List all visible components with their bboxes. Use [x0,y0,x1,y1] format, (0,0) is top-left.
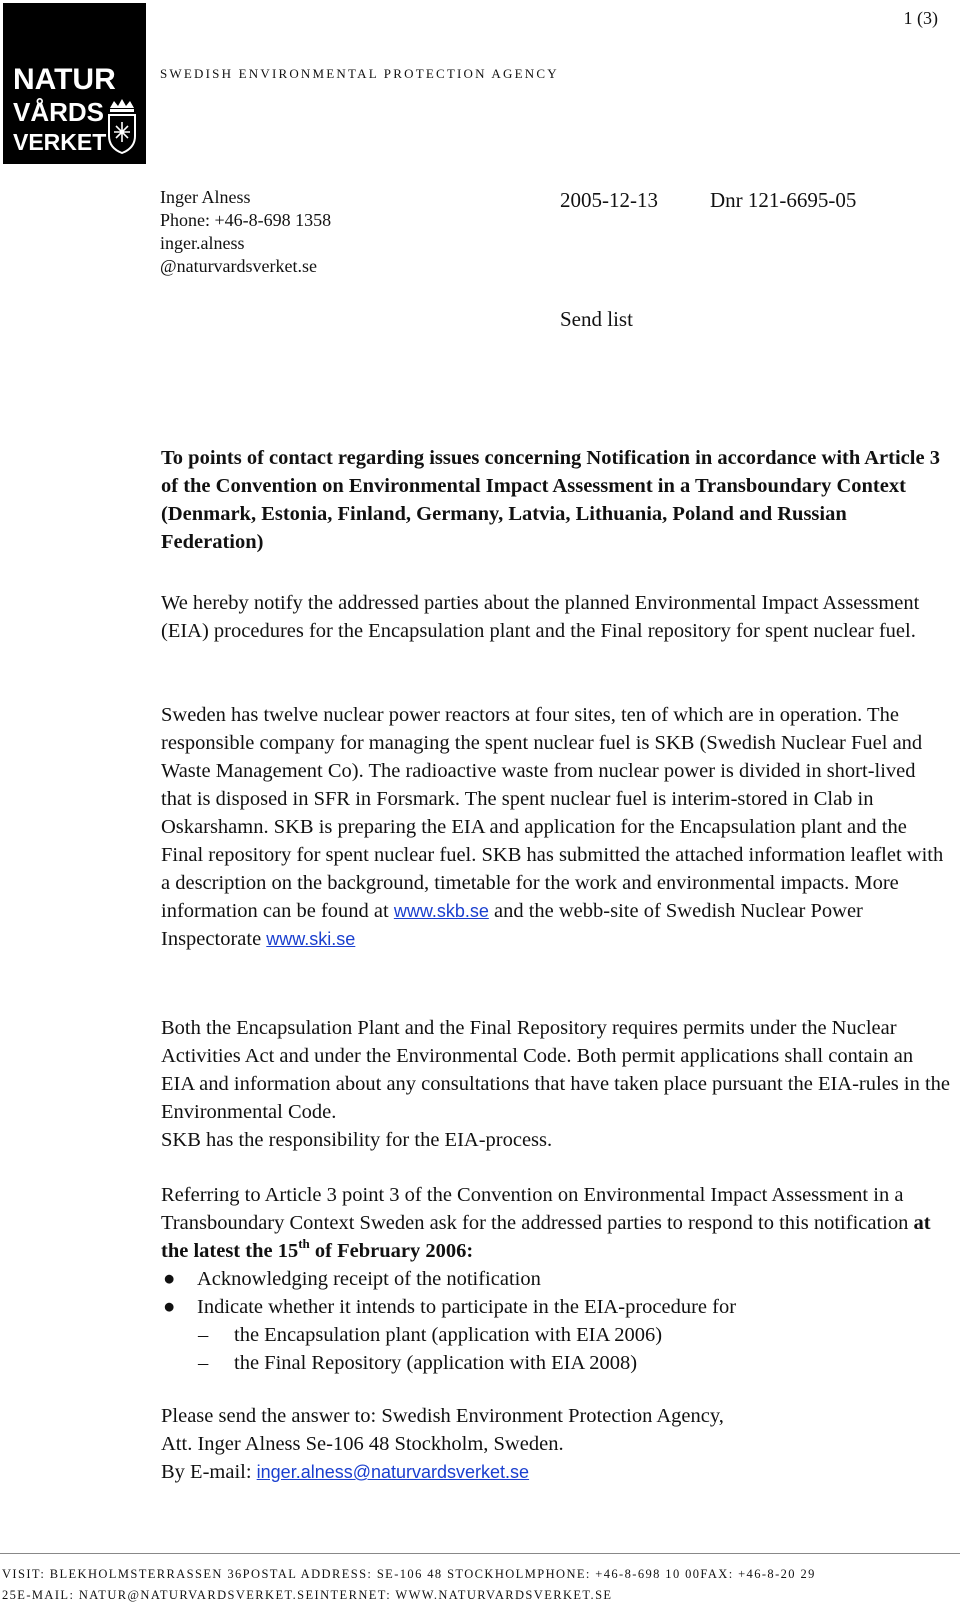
logo-text-line3: VERKET [13,129,107,155]
paragraph-notification: We hereby notify the addressed parties about the planned Environmental Impact Assessment (EIA) procedures for the Encapsulation plant and the Final repository for spent nuclear fuel. [161,592,920,642]
permits-responsibility: SKB has the responsibility for the EIA-process. [161,1129,553,1151]
document-reference: Dnr 121-6695-05 [710,188,857,212]
sender-name: Inger Alness [160,187,251,207]
request-text-body: Referring to Article 3 point 3 of the Convention on Environmental Impact Assessment in a Transboundary Context Sweden ask for the addressed parties to respond to this notification [161,1184,914,1234]
list-item [161,1293,951,1321]
deadline-text-b: of February 2006: [309,1240,474,1262]
footer-line1: VISIT: BLEKHOLMSTERRASSEN 36POSTAL ADDRESS: SE-106 48 STOCKHOLMPHONE: +46-8-698 10 00FAX: +46-8-20 29 [2,1567,816,1581]
bullet-icon: ● [163,1268,176,1290]
document-date: 2005-12-13 [560,188,658,212]
paragraph-reply-address [161,1402,951,1486]
reply-line3 [161,1458,951,1486]
dash-icon: – [198,1324,209,1346]
permits-text: Both the Encapsulation Plant and the Final Repository requires permits under the Nuclear Activities Act and under the Environmental Code. Both permit applications shall contain an EIA and information about any consultations that have taken place pursuant the EIA-rules in the Environmental Code. [161,1017,951,1123]
dash-text-2: the Final Repository (application with EIA 2008) [234,1352,638,1374]
reply-line2: Att. Inger Alness Se-106 48 Stockholm, Sweden. [161,1433,564,1455]
list-item [161,1265,951,1293]
background-text-a: Sweden has twelve nuclear power reactors at four sites, ten of which are in operation. The responsible company for managing the spent nuclear fuel is SKB (Swedish Nuclear Fuel and Waste Management Co). The radioactive waste from nuclear power is divided in short-lived that is disposed in SFR in Forsmark. The spent nuclear fuel is interim-stored in Clab in Oskarshamn. SKB is preparing the EIA and application for the Encapsulation plant and the Final repository for spent nuclear fuel. SKB has submitted the attached information leaflet with a description on the background, timetable for the work and environmental impacts. More information can be found at [161,704,944,922]
document-heading: To points of contact regarding issues concerning Notification in accordance with Article 3 of the Convention on Environmental Impact Assessment in a Transboundary Context (Denmark, Estonia, Finland, Germany, Latvia, Lithuania, Poland and Russian Federation) [161,447,940,553]
ski-link[interactable]: www.ski.se [266,929,356,949]
background-text-b: and the webb-site of Swedish Nuclear Power Inspectorate [161,900,863,950]
bullet-text-2: Indicate whether it intends to participate in the EIA-procedure for [197,1296,737,1318]
request-dash-list [161,1321,951,1377]
list-item [161,1321,951,1349]
logo-text-line1: NATUR [13,63,116,96]
reply-email-link[interactable]: inger.alness@naturvardsverket.se [256,1462,530,1482]
request-text [161,1181,951,1265]
paragraph-request [161,1181,951,1377]
list-item [161,1349,951,1377]
sender-email-line1: inger.alness [160,233,245,253]
skb-link[interactable]: www.skb.se [393,901,489,921]
reply-line1: Please send the answer to: Swedish Environment Protection Agency, [161,1405,724,1427]
sender-email-line2: @naturvardsverket.se [160,256,318,276]
agency-name: SWEDISH ENVIRONMENTAL PROTECTION AGENCY [160,66,559,81]
page-number: 1 (3) [903,8,938,28]
request-bullet-list [161,1265,951,1321]
send-list-label: Send list [560,307,633,331]
deadline-text-a: at the latest the 15 [161,1212,931,1262]
sender-phone: Phone: +46-8-698 1358 [160,210,332,230]
reply-email-prefix: By E-mail: [161,1461,257,1483]
dash-text-1: the Encapsulation plant (application with EIA 2006) [234,1324,663,1346]
paragraph-permits [161,1014,951,1154]
coat-of-arms-icon [104,98,140,154]
sender-block [160,186,331,278]
agency-logo [3,3,146,164]
bullet-icon: ● [163,1296,176,1318]
paragraph-background [161,701,951,953]
deadline-sup: th [298,1236,310,1251]
dash-icon: – [198,1352,209,1374]
logo-text-line2: VÅRDS [13,97,105,127]
footer-divider [0,1553,960,1554]
bullet-text-1: Acknowledging receipt of the notification [197,1268,541,1290]
footer-line2: 25E-MAIL: NATUR@NATURVARDSVERKET.SEINTERNET: WWW.NATURVARDSVERKET.SE [2,1588,613,1602]
